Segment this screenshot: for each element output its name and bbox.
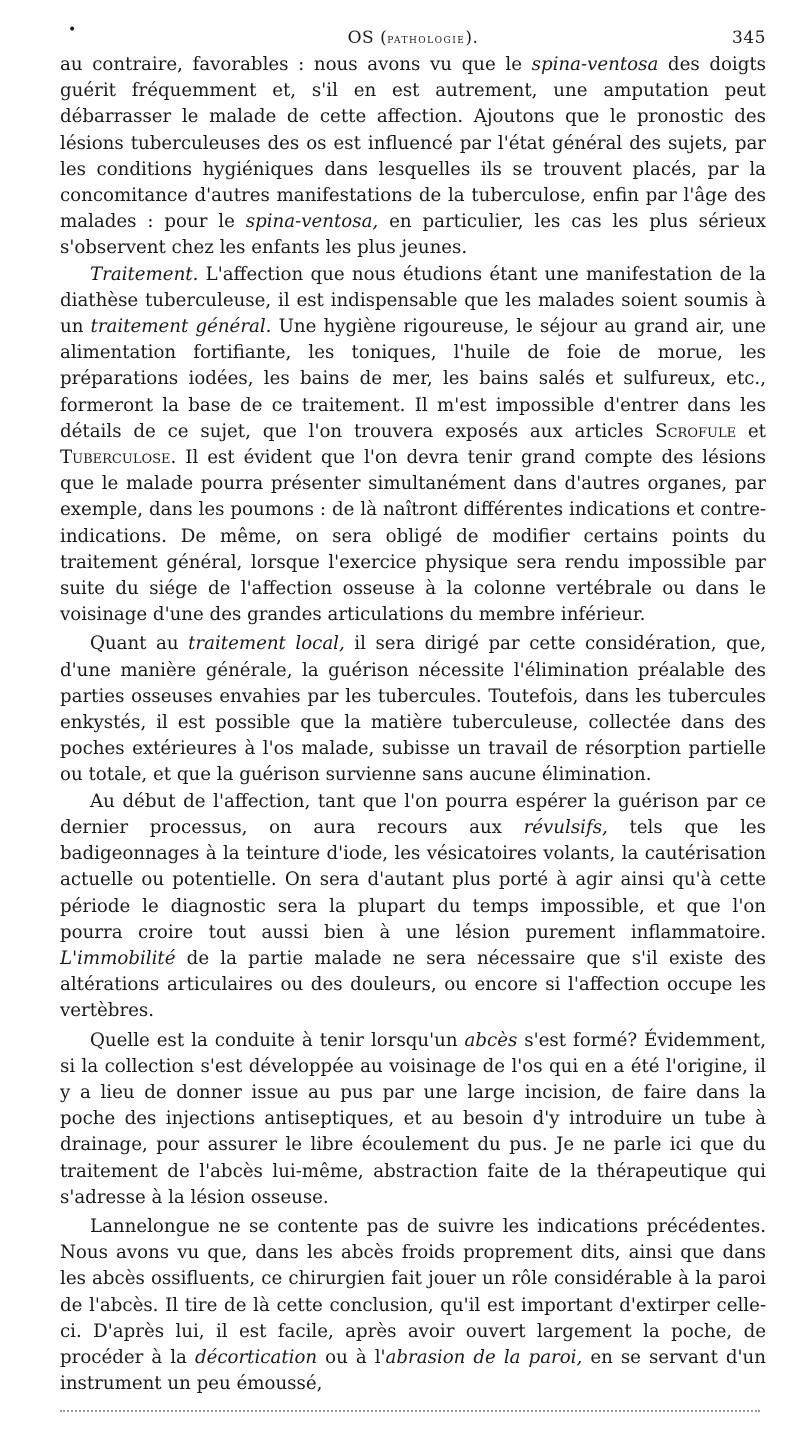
footer-dotted-rule [60,1410,760,1416]
text-run: ou à l' [317,1346,386,1368]
text-run: en particulier, les cas les plus sérieux s'observent chez les enfants les plus jeunes. [60,211,767,259]
page-number: 345 [732,28,766,48]
text-run: L'affection que nous étudions étant une manifestation de la diathèse tuberculeuse, il est indispensable que les malades soient soumis à un [60,263,766,338]
italic-run: abcès [464,1029,518,1051]
italic-run: révulsifs, [523,816,608,838]
running-title-smallcaps: pathologie [387,32,466,47]
section-heading-italic: Traitement. [90,263,199,285]
text-run: Quant au [90,633,189,655]
paragraph-3 [60,631,766,788]
running-title [60,28,766,48]
header-dot: • [68,22,77,38]
italic-run: spina-ventosa, [245,211,379,233]
text-run: tels que les badigeonnages à la teinture d'iode, les vésicatoires volants, la cautérisation actuelle ou potentielle. On sera d'autant plus porté à agir ainsi qu'à cette période le diagnostic sera la plupart du temps impossible, et que l'on pourra croire tout aussi bien à une lésion purement inflammatoire. [60,816,766,943]
text-run: Il est évident que l'on devra tenir grand compte des lésions que le malade pourra présenter simultanément dans d'autres organes, par exemple, dans les poumons : de là naîtront différentes indications et contre-indications. De même, on sera obligé de modifier certains points du traitement général, lorsque l'exercice physique sera rendu impossible par suite du siége de l'affection osseuse à la colonne vertébrale ou dans le voisinage d'une des grandes articulations du membre inférieur. [60,447,766,626]
text-run: Au début de l'affection, tant que l'on pourra espérer la guérison par ce dernier processus, on aura recours aux [60,790,766,838]
text-run: en se servant d'un instrument un peu émoussé, [60,1346,766,1395]
text-run: il sera dirigé par cette considération, que, d'une manière générale, la guérison nécessite l'élimination préalable des parties osseuses envahies par les tubercules. Toutefois, dans les tubercules enkystés, il est possible que la matière tuberculeuse, collectée dans des poches extérieures à l'os malade, subisse un travail de résorption partielle ou totale, et que la guérison survienne sans aucune élimination. [60,633,766,786]
paragraph-1 [60,52,766,262]
smallcaps-run: Scrofule [655,420,737,442]
italic-run: traitement local, [188,633,345,655]
italic-run: décortication [194,1346,318,1368]
paragraph-2 [60,262,766,629]
page-header [60,20,766,52]
running-title-suffix: ). [465,28,479,48]
text-run: des doigts guérit fréquemment et, s'il en est autrement, une amputation peut débarrasser le malade de cette affection. Ajoutons que le pronostic des lésions tuberculeuses des os est influencé par l'état général des sujets, par les conditions hygiéniques dans lesquelles ils se trouvent placés, par la concomitance d'autres manifestations de la tuberculose, enfin par l'âge des malades : pour le [60,54,767,233]
body-text [60,52,766,1397]
text-run: et [736,420,766,442]
paragraph-4 [60,789,766,1025]
smallcaps-run: Tuberculose. [60,447,177,469]
italic-run: spina-ventosa [531,54,659,75]
text-run: au contraire, favorables : nous avons vu que le [60,54,532,75]
text-run: Lannelongue ne se contente pas de suivre les indications précédentes. Nous avons vu que, dans les abcès froids proprement dits, ainsi que dans les abcès ossifluents, ce chirurgien fait jouer un rôle considérable à la paroi de l'abcès. Il tire de là cette conclusion, qu'il est important d'extirper celle-ci. D'après lui, il est facile, après avoir ouvert largement la poche, de procéder à la [60,1215,766,1368]
text-run: Quelle est la conduite à tenir lorsqu'un [90,1029,465,1051]
running-title-prefix: OS ( [347,28,388,48]
italic-run: traitement général. [90,316,272,338]
document-page [60,20,766,1397]
italic-run: abrasion de la paroi, [385,1346,583,1368]
paragraph-6 [60,1214,766,1397]
text-run: Une hygiène rigoureuse, le séjour au grand air, une alimentation fortifiante, les toniques, l'huile de foie de morue, les préparations iodées, les bains de mer, les bains salés et sulfureux, etc., formeront la base de ce traitement. Il m'est impossible d'entrer dans les détails de ce sujet, que l'on trouvera exposés aux articles [60,316,766,442]
italic-run: L'immobilité [60,947,176,969]
text-run: de la partie malade ne sera nécessaire que s'il existe des altérations articulaires ou des douleurs, ou encore si l'affection occupe les vertèbres. [60,947,766,1022]
text-run: s'est formé? Évidemment, si la collection s'est développée au voisinage de l'os qui en a été l'origine, il y a lieu de donner issue au pus par une large incision, de faire dans la poche des injections antiseptiques, et au besoin d'y introduire un tube à drainage, pour assurer le libre écoulement du pus. Je ne parle ici que du traitement de l'abcès lui-même, abstraction faite de la thérapeutique qui s'adresse à la lésion osseuse. [60,1029,766,1208]
paragraph-5 [60,1028,766,1211]
